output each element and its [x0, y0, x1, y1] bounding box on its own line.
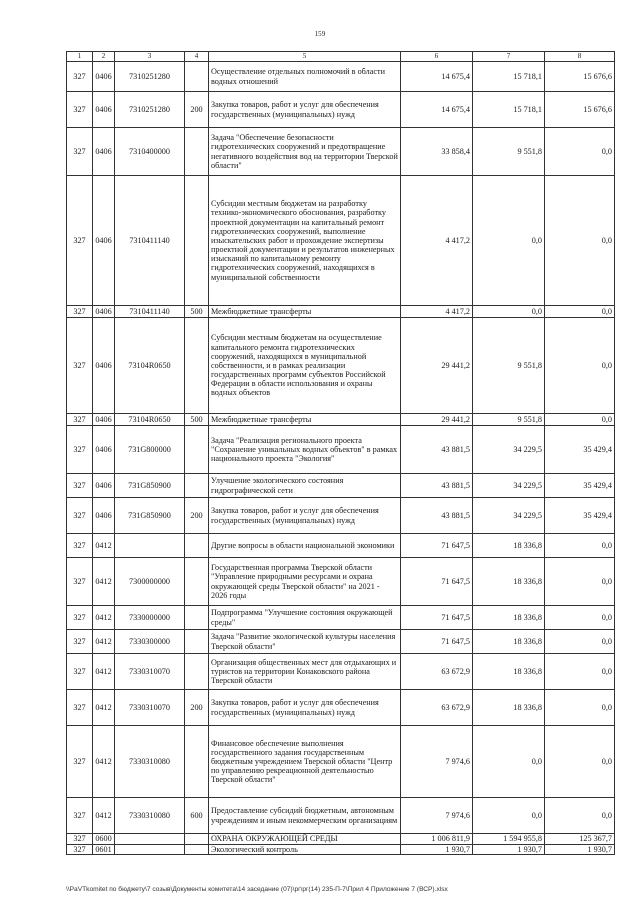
- cell-amount-year-1: 7 974,6: [401, 726, 473, 798]
- cell-expense-type: 200: [185, 498, 209, 534]
- cell-expense-type: [185, 474, 209, 498]
- cell-amount-year-3: 125 367,7: [545, 834, 615, 845]
- cell-amount-year-2: 1 594 955,8: [473, 834, 545, 845]
- header-col-6: 6: [401, 52, 473, 62]
- cell-expense-type: [185, 606, 209, 630]
- table-row: [67, 426, 615, 474]
- cell-section: 0412: [93, 726, 115, 798]
- table-row: [67, 474, 615, 498]
- cell-amount-year-2: 9 551,8: [473, 414, 545, 426]
- cell-amount-year-2: 34 229,5: [473, 498, 545, 534]
- cell-amount-year-3: 0,0: [545, 798, 615, 834]
- cell-expense-type: 500: [185, 414, 209, 426]
- cell-name: Улучшение экологического состояния гидрографической сети: [209, 474, 401, 498]
- table-row: [67, 606, 615, 630]
- cell-amount-year-2: 0,0: [473, 306, 545, 318]
- cell-amount-year-1: 1 930,7: [401, 845, 473, 855]
- cell-target-article: 7330000000: [115, 606, 185, 630]
- cell-target-article: 7330310070: [115, 690, 185, 726]
- cell-amount-year-2: 18 336,8: [473, 690, 545, 726]
- cell-target-article: 7330310080: [115, 798, 185, 834]
- cell-section: 0406: [93, 128, 115, 176]
- cell-name: Предоставление субсидий бюджетным, автономным учреждениям и иным некоммерческим организациям: [209, 798, 401, 834]
- cell-amount-year-2: 0,0: [473, 176, 545, 306]
- cell-ved: 327: [67, 726, 93, 798]
- cell-amount-year-1: 63 672,9: [401, 654, 473, 690]
- cell-amount-year-2: 18 336,8: [473, 558, 545, 606]
- cell-amount-year-1: 33 858,4: [401, 128, 473, 176]
- cell-target-article: 73104R0650: [115, 318, 185, 414]
- cell-name: Финансовое обеспечение выполнения государственного задания государственным бюджетным учреждением Тверской области "Центр по управлению рекреационной деятельностью Тверской области": [209, 726, 401, 798]
- cell-section: 0406: [93, 414, 115, 426]
- cell-amount-year-3: 0,0: [545, 318, 615, 414]
- cell-amount-year-1: 4 417,2: [401, 306, 473, 318]
- cell-ved: 327: [67, 606, 93, 630]
- table-row: [67, 798, 615, 834]
- table-row: [67, 306, 615, 318]
- cell-amount-year-2: 9 551,8: [473, 318, 545, 414]
- cell-amount-year-1: 71 647,5: [401, 630, 473, 654]
- table-row: [67, 498, 615, 534]
- cell-name: Другие вопросы в области национальной экономики: [209, 534, 401, 558]
- cell-amount-year-2: 15 718,1: [473, 62, 545, 92]
- cell-target-article: 731G850900: [115, 498, 185, 534]
- cell-name: Субсидии местным бюджетам на разработку технико-экономического обоснования, разработку проектной документации на капитальный ремонт гидротехнических сооружений, выполнение изыскательских работ и прохождение экспертизы проектной документации и результатов инженерных изысканий по капитальному ремонту гидротехнических сооружений, находящихся в муниципальной собственности: [209, 176, 401, 306]
- cell-section: 0412: [93, 798, 115, 834]
- cell-name: Задача "Развитие экологической культуры населения Тверской области": [209, 630, 401, 654]
- cell-expense-type: [185, 176, 209, 306]
- cell-amount-year-2: 0,0: [473, 726, 545, 798]
- table-row: [67, 62, 615, 92]
- cell-name: Экологический контроль: [209, 845, 401, 855]
- cell-name: Закупка товаров, работ и услуг для обеспечения государственных (муниципальных) нужд: [209, 498, 401, 534]
- cell-section: 0601: [93, 845, 115, 855]
- cell-section: 0406: [93, 92, 115, 128]
- cell-amount-year-1: 14 675,4: [401, 92, 473, 128]
- cell-amount-year-1: 63 672,9: [401, 690, 473, 726]
- cell-amount-year-3: 0,0: [545, 558, 615, 606]
- cell-ved: 327: [67, 474, 93, 498]
- cell-name: Государственная программа Тверской области "Управление природными ресурсами и охрана окружающей среды Тверской области" на 2021 - 2026 годы: [209, 558, 401, 606]
- cell-expense-type: 200: [185, 690, 209, 726]
- header-col-3: 3: [115, 52, 185, 62]
- cell-amount-year-3: 0,0: [545, 630, 615, 654]
- cell-ved: 327: [67, 798, 93, 834]
- cell-ved: 327: [67, 834, 93, 845]
- cell-amount-year-3: 0,0: [545, 306, 615, 318]
- table-row: [67, 534, 615, 558]
- budget-table: [66, 51, 615, 855]
- cell-target-article: 7310251280: [115, 62, 185, 92]
- cell-amount-year-3: 35 429,4: [545, 426, 615, 474]
- cell-amount-year-2: 18 336,8: [473, 534, 545, 558]
- cell-target-article: 7300000000: [115, 558, 185, 606]
- cell-amount-year-2: 18 336,8: [473, 606, 545, 630]
- cell-ved: 327: [67, 318, 93, 414]
- cell-name: Подпрограмма "Улучшение состояния окружающей среды": [209, 606, 401, 630]
- cell-ved: 327: [67, 414, 93, 426]
- cell-amount-year-3: 0,0: [545, 726, 615, 798]
- cell-amount-year-1: 4 417,2: [401, 176, 473, 306]
- cell-expense-type: [185, 62, 209, 92]
- cell-target-article: 7310411140: [115, 176, 185, 306]
- cell-section: 0412: [93, 606, 115, 630]
- cell-amount-year-3: 0,0: [545, 534, 615, 558]
- header-col-4: 4: [185, 52, 209, 62]
- cell-target-article: 7330300000: [115, 630, 185, 654]
- cell-amount-year-3: 35 429,4: [545, 474, 615, 498]
- cell-amount-year-3: 0,0: [545, 176, 615, 306]
- cell-ved: 327: [67, 176, 93, 306]
- cell-ved: 327: [67, 630, 93, 654]
- cell-amount-year-3: 0,0: [545, 128, 615, 176]
- cell-name: Задача "Обеспечение безопасности гидротехнических сооружений и предотвращение негативного воздействия вод на территории Тверской области": [209, 128, 401, 176]
- header-row: [67, 52, 615, 62]
- table-row: [67, 834, 615, 845]
- cell-ved: 327: [67, 534, 93, 558]
- cell-target-article: 7330310070: [115, 654, 185, 690]
- table-row: [67, 318, 615, 414]
- cell-name: Осуществление отдельных полномочий в области водных отношений: [209, 62, 401, 92]
- cell-section: 0406: [93, 426, 115, 474]
- table-row: [67, 726, 615, 798]
- cell-amount-year-2: 34 229,5: [473, 426, 545, 474]
- header-col-2: 2: [93, 52, 115, 62]
- footer-file-path: \\PaVTkomitet по бюджету\7 созыв\Документы комитета\14 заседание (07)\рг\рг(14) 235-П-7\Прил 4 Приложение 7 (ВСР).xlsx: [66, 886, 448, 893]
- cell-target-article: 731G800000: [115, 426, 185, 474]
- cell-target-article: [115, 534, 185, 558]
- cell-section: 0406: [93, 306, 115, 318]
- table-row: [67, 128, 615, 176]
- cell-expense-type: [185, 834, 209, 845]
- cell-amount-year-3: 15 676,6: [545, 92, 615, 128]
- cell-amount-year-3: 35 429,4: [545, 498, 615, 534]
- table-row: [67, 176, 615, 306]
- cell-amount-year-2: 18 336,8: [473, 654, 545, 690]
- cell-amount-year-2: 9 551,8: [473, 128, 545, 176]
- cell-ved: 327: [67, 845, 93, 855]
- cell-ved: 327: [67, 498, 93, 534]
- cell-ved: 327: [67, 128, 93, 176]
- page-number: 159: [314, 30, 326, 38]
- cell-section: 0600: [93, 834, 115, 845]
- table-row: [67, 92, 615, 128]
- cell-expense-type: 500: [185, 306, 209, 318]
- header-col-8: 8: [545, 52, 615, 62]
- cell-target-article: 7330310080: [115, 726, 185, 798]
- cell-amount-year-2: 0,0: [473, 798, 545, 834]
- table-body: [67, 62, 615, 855]
- cell-expense-type: [185, 845, 209, 855]
- cell-amount-year-2: 18 336,8: [473, 630, 545, 654]
- cell-amount-year-1: 29 441,2: [401, 318, 473, 414]
- cell-amount-year-3: 0,0: [545, 414, 615, 426]
- cell-target-article: 731G850900: [115, 474, 185, 498]
- header-col-5: 5: [209, 52, 401, 62]
- cell-ved: 327: [67, 654, 93, 690]
- cell-name: Межбюджетные трансферты: [209, 414, 401, 426]
- cell-name: Закупка товаров, работ и услуг для обеспечения государственных (муниципальных) нужд: [209, 690, 401, 726]
- cell-section: 0406: [93, 62, 115, 92]
- cell-target-article: [115, 834, 185, 845]
- cell-expense-type: [185, 318, 209, 414]
- header-col-7: 7: [473, 52, 545, 62]
- cell-amount-year-1: 7 974,6: [401, 798, 473, 834]
- cell-amount-year-1: 43 881,5: [401, 474, 473, 498]
- table-row: [67, 558, 615, 606]
- cell-amount-year-3: 0,0: [545, 654, 615, 690]
- cell-section: 0412: [93, 654, 115, 690]
- cell-target-article: 7310400000: [115, 128, 185, 176]
- table-row: [67, 654, 615, 690]
- cell-section: 0412: [93, 690, 115, 726]
- cell-ved: 327: [67, 62, 93, 92]
- cell-name: Субсидии местным бюджетам на осуществление капитального ремонта гидротехнических сооружений, находящихся в муниципальной собственности, и в рамках реализации государственных программ субъектов Российской Федерации в области использования и охраны водных объектов: [209, 318, 401, 414]
- table-row: [67, 845, 615, 855]
- cell-section: 0406: [93, 498, 115, 534]
- cell-name: Организация общественных мест для отдыхающих и туристов на территории Конаковского района Тверской области: [209, 654, 401, 690]
- cell-ved: 327: [67, 690, 93, 726]
- cell-ved: 327: [67, 306, 93, 318]
- table-row: [67, 690, 615, 726]
- cell-expense-type: [185, 654, 209, 690]
- cell-section: 0406: [93, 176, 115, 306]
- cell-amount-year-1: 43 881,5: [401, 426, 473, 474]
- cell-ved: 327: [67, 558, 93, 606]
- cell-amount-year-1: 71 647,5: [401, 534, 473, 558]
- table-row: [67, 414, 615, 426]
- cell-name: Закупка товаров, работ и услуг для обеспечения государственных (муниципальных) нужд: [209, 92, 401, 128]
- cell-name: ОХРАНА ОКРУЖАЮЩЕЙ СРЕДЫ: [209, 834, 401, 845]
- cell-target-article: [115, 845, 185, 855]
- cell-amount-year-1: 43 881,5: [401, 498, 473, 534]
- cell-expense-type: [185, 630, 209, 654]
- cell-ved: 327: [67, 92, 93, 128]
- cell-section: 0406: [93, 318, 115, 414]
- cell-target-article: 7310411140: [115, 306, 185, 318]
- cell-amount-year-3: 0,0: [545, 690, 615, 726]
- cell-name: Задача "Реализация регионального проекта "Сохранение уникальных водных объектов" в рамках национального проекта "Экология": [209, 426, 401, 474]
- cell-amount-year-2: 34 229,5: [473, 474, 545, 498]
- cell-amount-year-1: 29 441,2: [401, 414, 473, 426]
- cell-amount-year-2: 1 930,7: [473, 845, 545, 855]
- cell-amount-year-3: 0,0: [545, 606, 615, 630]
- cell-section: 0406: [93, 474, 115, 498]
- cell-section: 0412: [93, 534, 115, 558]
- cell-target-article: 7310251280: [115, 92, 185, 128]
- cell-amount-year-3: 1 930,7: [545, 845, 615, 855]
- cell-amount-year-1: 1 006 811,9: [401, 834, 473, 845]
- cell-amount-year-1: 14 675,4: [401, 62, 473, 92]
- cell-ved: 327: [67, 426, 93, 474]
- cell-target-article: 73104R0650: [115, 414, 185, 426]
- header-col-1: 1: [67, 52, 93, 62]
- cell-amount-year-1: 71 647,5: [401, 558, 473, 606]
- cell-amount-year-2: 15 718,1: [473, 92, 545, 128]
- cell-expense-type: [185, 726, 209, 798]
- cell-amount-year-1: 71 647,5: [401, 606, 473, 630]
- cell-name: Межбюджетные трансферты: [209, 306, 401, 318]
- cell-expense-type: 200: [185, 92, 209, 128]
- cell-expense-type: [185, 128, 209, 176]
- cell-section: 0412: [93, 630, 115, 654]
- cell-amount-year-3: 15 676,6: [545, 62, 615, 92]
- cell-expense-type: 600: [185, 798, 209, 834]
- table-row: [67, 630, 615, 654]
- cell-expense-type: [185, 558, 209, 606]
- cell-expense-type: [185, 426, 209, 474]
- cell-section: 0412: [93, 558, 115, 606]
- cell-expense-type: [185, 534, 209, 558]
